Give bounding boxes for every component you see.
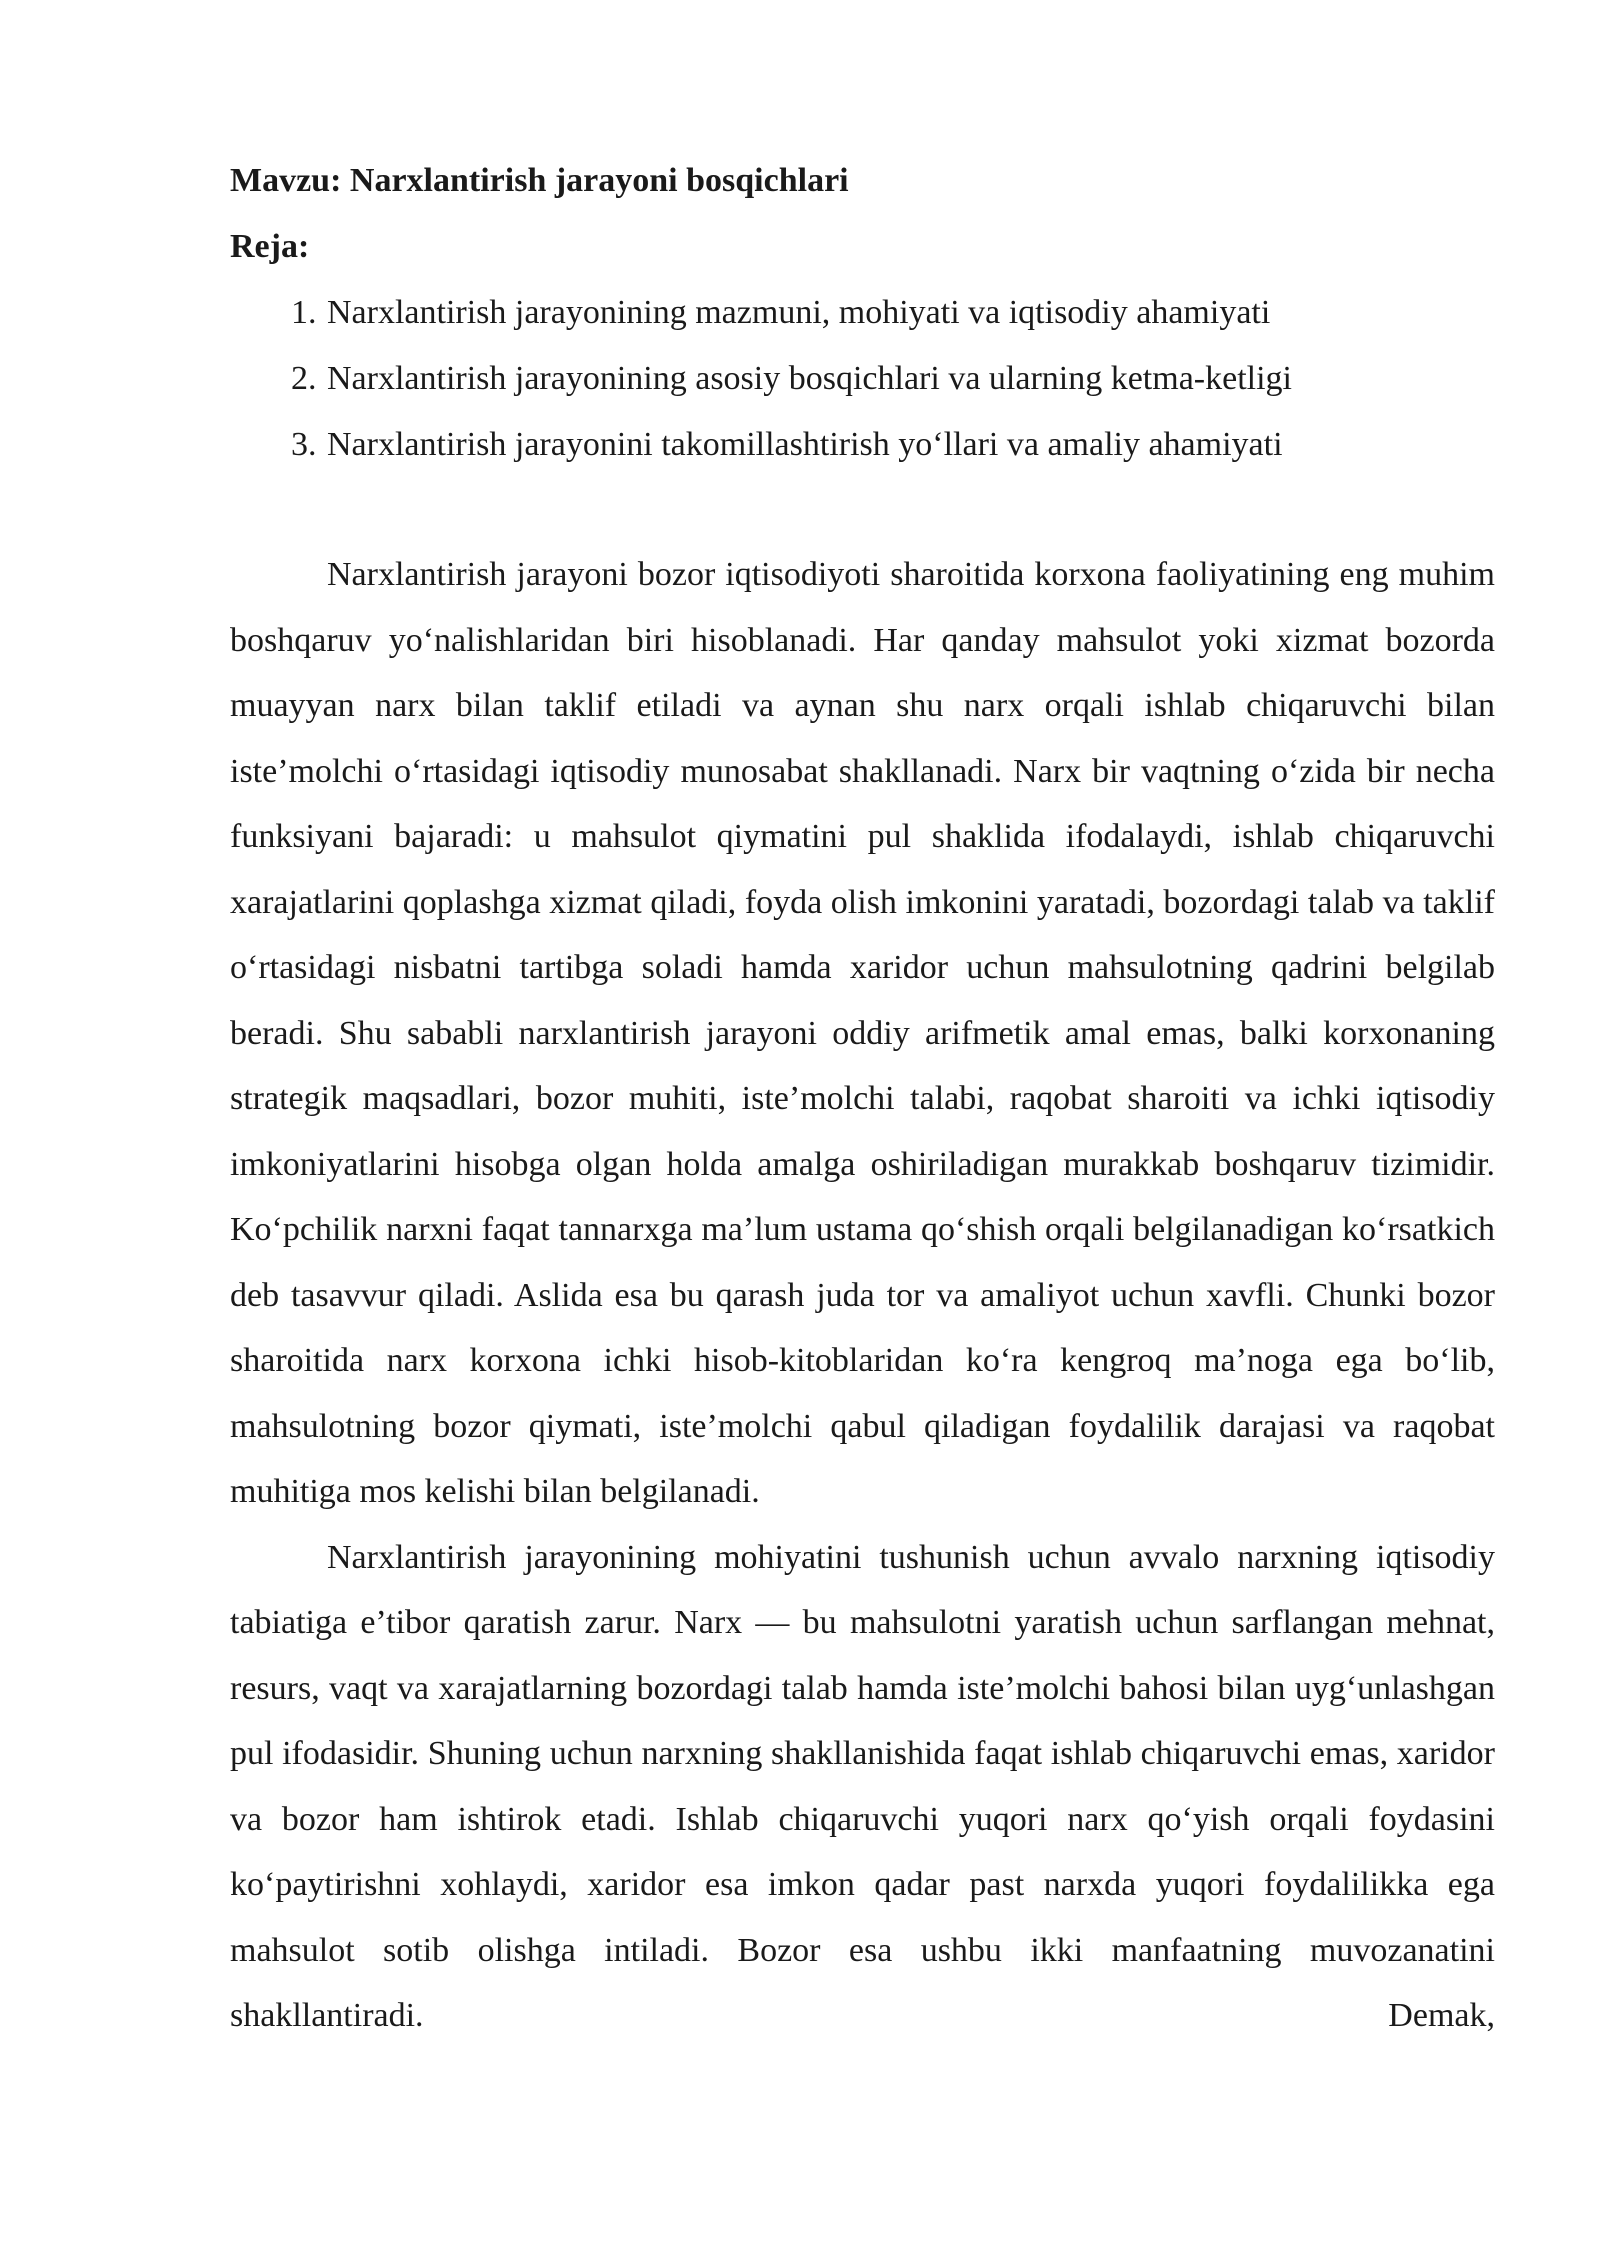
document-title: Mavzu: Narxlantirish jarayoni bosqichlari	[230, 162, 849, 199]
document-page	[230, 148, 1495, 2049]
plan-heading: Reja:	[230, 228, 310, 265]
plan-item	[230, 346, 1495, 412]
plan-item-text: Narxlantirish jarayonining mazmuni, mohiyati va iqtisodiy ahamiyati	[327, 294, 1271, 331]
plan-item-number: 2.	[291, 360, 317, 397]
plan-item-text: Narxlantirish jarayonini takomillashtirish yo‘llari va amaliy ahamiyati	[327, 426, 1283, 463]
plan-item-number: 3.	[291, 426, 317, 463]
plan-item	[230, 412, 1495, 478]
plan-item	[230, 280, 1495, 346]
body-paragraph: Narxlantirish jarayoni bozor iqtisodiyoti sharoitida korxona faoliyatining eng muhim boshqaruv yo‘nalishlaridan biri hisoblanadi. Har qanday mahsulot yoki xizmat bozorda muayyan narx bilan taklif etiladi va aynan shu narx orqali ishlab chiqaruvchi bilan iste’molchi o‘rtasidagi iqtisodiy munosabat shakllanadi. Narx bir vaqtning o‘zida bir necha funksiyani bajaradi: u mahsulot qiymatini pul shaklida ifodalaydi, ishlab chiqaruvchi xarajatlarini qoplashga xizmat qiladi, foyda olish imkonini yaratadi, bozordagi talab va taklif o‘rtasidagi nisbatni tartibga soladi hamda xaridor uchun mahsulotning qadrini belgilab beradi. Shu sababli narxlantirish jarayoni oddiy arifmetik amal emas, balki korxonaning strategik maqsadlari, bozor muhiti, iste’molchi talabi, raqobat sharoiti va ichki iqtisodiy imkoniyatlarini hisobga olgan holda amalga oshiriladigan murakkab boshqaruv tizimidir. Ko‘pchilik narxni faqat tannarxga ma’lum ustama qo‘shish orqali belgilanadigan ko‘rsatkich deb tasavvur qiladi. Aslida esa bu qarash juda tor va amaliyot uchun xavfli. Chunki bozor sharoitida narx korxona ichki hisob-kitoblaridan ko‘ra kengroq ma’noga ega bo‘lib, mahsulotning bozor qiymati, iste’molchi qabul qiladigan foydalilik darajasi va raqobat muhitiga mos kelishi bilan belgilanadi.	[230, 556, 1495, 1510]
plan-item-text: Narxlantirish jarayonining asosiy bosqichlari va ularning ketma-ketligi	[327, 360, 1292, 397]
plan-list	[230, 280, 1495, 478]
plan-item-number: 1.	[291, 294, 317, 331]
body-paragraph: Narxlantirish jarayonining mohiyatini tushunish uchun avvalo narxning iqtisodiy tabiatiga e’tibor qaratish zarur. Narx — bu mahsulotni yaratish uchun sarflangan mehnat, resurs, vaqt va xarajatlarning bozordagi talab hamda iste’molchi bahosi bilan uyg‘unlashgan pul ifodasidir. Shuning uchun narxning shakllanishida faqat ishlab chiqaruvchi emas, xaridor va bozor ham ishtirok etadi. Ishlab chiqaruvchi yuqori narx qo‘yish orqali foydasini ko‘paytirishni xohlaydi, xaridor esa imkon qadar past narxda yuqori foydalilikka ega mahsulot sotib olishga intiladi. Bozor esa ushbu ikki manfaatning muvozanatini shakllantiradi. Demak,	[230, 1538, 1495, 2034]
